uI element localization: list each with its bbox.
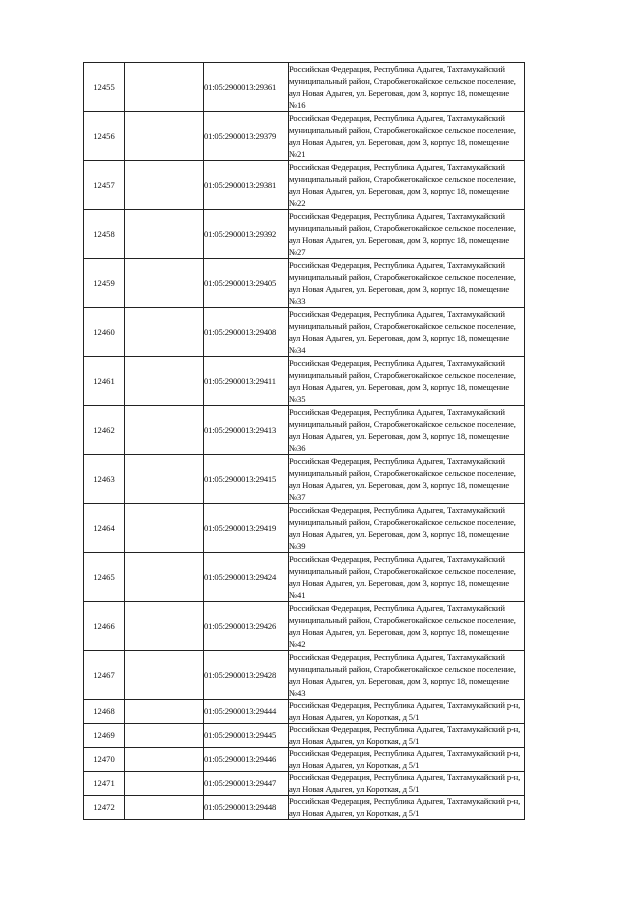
empty-cell	[125, 210, 204, 259]
empty-cell	[125, 308, 204, 357]
empty-cell	[125, 772, 204, 796]
row-number-cell: 12459	[84, 259, 125, 308]
empty-cell	[125, 161, 204, 210]
table-row	[84, 748, 525, 772]
table-row	[84, 210, 525, 259]
table-row	[84, 553, 525, 602]
table-row	[84, 112, 525, 161]
address-cell: Российская Федерация, Республика Адыгея, Тахтамукайский муниципальный район, Старобжегокайское сельское поселение, аул Новая Адыгея, ул. Береговая, дом 3, корпус 18, помещение №27	[289, 210, 525, 259]
table-row	[84, 161, 525, 210]
cadastral-number-cell: 01:05:2900013:29411	[204, 357, 289, 406]
empty-cell	[125, 796, 204, 820]
address-cell: Российская Федерация, Республика Адыгея, Тахтамукайский р-н, аул Новая Адыгея, ул Короткая, д 5/1	[289, 796, 525, 820]
table-row	[84, 772, 525, 796]
cadastral-number-cell: 01:05:2900013:29428	[204, 651, 289, 700]
table-row	[84, 63, 525, 112]
table-row	[84, 406, 525, 455]
empty-cell	[125, 651, 204, 700]
address-cell: Российская Федерация, Республика Адыгея, Тахтамукайский р-н, аул Новая Адыгея, ул Короткая, д 5/1	[289, 700, 525, 724]
empty-cell	[125, 357, 204, 406]
cadastral-number-cell: 01:05:2900013:29405	[204, 259, 289, 308]
row-number-cell: 12463	[84, 455, 125, 504]
address-cell: Российская Федерация, Республика Адыгея, Тахтамукайский р-н, аул Новая Адыгея, ул Короткая, д 5/1	[289, 748, 525, 772]
address-cell: Российская Федерация, Республика Адыгея, Тахтамукайский р-н, аул Новая Адыгея, ул Короткая, д 5/1	[289, 724, 525, 748]
cadastral-number-cell: 01:05:2900013:29445	[204, 724, 289, 748]
table-row	[84, 700, 525, 724]
cadastral-number-cell: 01:05:2900013:29446	[204, 748, 289, 772]
cadastral-number-cell: 01:05:2900013:29379	[204, 112, 289, 161]
row-number-cell: 12468	[84, 700, 125, 724]
address-cell: Российская Федерация, Республика Адыгея, Тахтамукайский муниципальный район, Старобжегокайское сельское поселение, аул Новая Адыгея, ул. Береговая, дом 3, корпус 18, помещение №21	[289, 112, 525, 161]
row-number-cell: 12458	[84, 210, 125, 259]
empty-cell	[125, 259, 204, 308]
empty-cell	[125, 602, 204, 651]
table-row	[84, 455, 525, 504]
empty-cell	[125, 504, 204, 553]
registry-table	[83, 62, 525, 820]
row-number-cell: 12469	[84, 724, 125, 748]
address-cell: Российская Федерация, Республика Адыгея, Тахтамукайский муниципальный район, Старобжегокайское сельское поселение, аул Новая Адыгея, ул. Береговая, дом 3, корпус 18, помещение №37	[289, 455, 525, 504]
cadastral-number-cell: 01:05:2900013:29447	[204, 772, 289, 796]
cadastral-number-cell: 01:05:2900013:29448	[204, 796, 289, 820]
address-cell: Российская Федерация, Республика Адыгея, Тахтамукайский муниципальный район, Старобжегокайское сельское поселение, аул Новая Адыгея, ул. Береговая, дом 3, корпус 18, помещение №42	[289, 602, 525, 651]
row-number-cell: 12464	[84, 504, 125, 553]
empty-cell	[125, 724, 204, 748]
address-cell: Российская Федерация, Республика Адыгея, Тахтамукайский муниципальный район, Старобжегокайское сельское поселение, аул Новая Адыгея, ул. Береговая, дом 3, корпус 18, помещение №41	[289, 553, 525, 602]
cadastral-number-cell: 01:05:2900013:29361	[204, 63, 289, 112]
address-cell: Российская Федерация, Республика Адыгея, Тахтамукайский муниципальный район, Старобжегокайское сельское поселение, аул Новая Адыгея, ул. Береговая, дом 3, корпус 18, помещение №39	[289, 504, 525, 553]
empty-cell	[125, 748, 204, 772]
empty-cell	[125, 455, 204, 504]
address-cell: Российская Федерация, Республика Адыгея, Тахтамукайский муниципальный район, Старобжегокайское сельское поселение, аул Новая Адыгея, ул. Береговая, дом 3, корпус 18, помещение №43	[289, 651, 525, 700]
address-cell: Российская Федерация, Республика Адыгея, Тахтамукайский муниципальный район, Старобжегокайское сельское поселение, аул Новая Адыгея, ул. Береговая, дом 3, корпус 18, помещение №36	[289, 406, 525, 455]
row-number-cell: 12456	[84, 112, 125, 161]
row-number-cell: 12471	[84, 772, 125, 796]
empty-cell	[125, 700, 204, 724]
table-row	[84, 308, 525, 357]
row-number-cell: 12472	[84, 796, 125, 820]
address-cell: Российская Федерация, Республика Адыгея, Тахтамукайский муниципальный район, Старобжегокайское сельское поселение, аул Новая Адыгея, ул. Береговая, дом 3, корпус 18, помещение №22	[289, 161, 525, 210]
table-row	[84, 796, 525, 820]
address-cell: Российская Федерация, Республика Адыгея, Тахтамукайский муниципальный район, Старобжегокайское сельское поселение, аул Новая Адыгея, ул. Береговая, дом 3, корпус 18, помещение №35	[289, 357, 525, 406]
row-number-cell: 12457	[84, 161, 125, 210]
table-row	[84, 259, 525, 308]
row-number-cell: 12465	[84, 553, 125, 602]
row-number-cell: 12461	[84, 357, 125, 406]
row-number-cell: 12467	[84, 651, 125, 700]
row-number-cell: 12460	[84, 308, 125, 357]
cadastral-number-cell: 01:05:2900013:29413	[204, 406, 289, 455]
cadastral-number-cell: 01:05:2900013:29381	[204, 161, 289, 210]
cadastral-number-cell: 01:05:2900013:29426	[204, 602, 289, 651]
row-number-cell: 12455	[84, 63, 125, 112]
cadastral-number-cell: 01:05:2900013:29408	[204, 308, 289, 357]
table-row	[84, 651, 525, 700]
row-number-cell: 12466	[84, 602, 125, 651]
cadastral-number-cell: 01:05:2900013:29424	[204, 553, 289, 602]
cadastral-number-cell: 01:05:2900013:29392	[204, 210, 289, 259]
cadastral-number-cell: 01:05:2900013:29415	[204, 455, 289, 504]
address-cell: Российская Федерация, Республика Адыгея, Тахтамукайский муниципальный район, Старобжегокайское сельское поселение, аул Новая Адыгея, ул. Береговая, дом 3, корпус 18, помещение №33	[289, 259, 525, 308]
row-number-cell: 12462	[84, 406, 125, 455]
row-number-cell: 12470	[84, 748, 125, 772]
empty-cell	[125, 553, 204, 602]
empty-cell	[125, 406, 204, 455]
address-cell: Российская Федерация, Республика Адыгея, Тахтамукайский р-н, аул Новая Адыгея, ул Короткая, д 5/1	[289, 772, 525, 796]
address-cell: Российская Федерация, Республика Адыгея, Тахтамукайский муниципальный район, Старобжегокайское сельское поселение, аул Новая Адыгея, ул. Береговая, дом 3, корпус 18, помещение №16	[289, 63, 525, 112]
empty-cell	[125, 112, 204, 161]
address-cell: Российская Федерация, Республика Адыгея, Тахтамукайский муниципальный район, Старобжегокайское сельское поселение, аул Новая Адыгея, ул. Береговая, дом 3, корпус 18, помещение №34	[289, 308, 525, 357]
table-row	[84, 357, 525, 406]
cadastral-number-cell: 01:05:2900013:29444	[204, 700, 289, 724]
table-row	[84, 602, 525, 651]
table-row	[84, 724, 525, 748]
cadastral-number-cell: 01:05:2900013:29419	[204, 504, 289, 553]
empty-cell	[125, 63, 204, 112]
table-row	[84, 504, 525, 553]
registry-table-body	[84, 63, 525, 820]
